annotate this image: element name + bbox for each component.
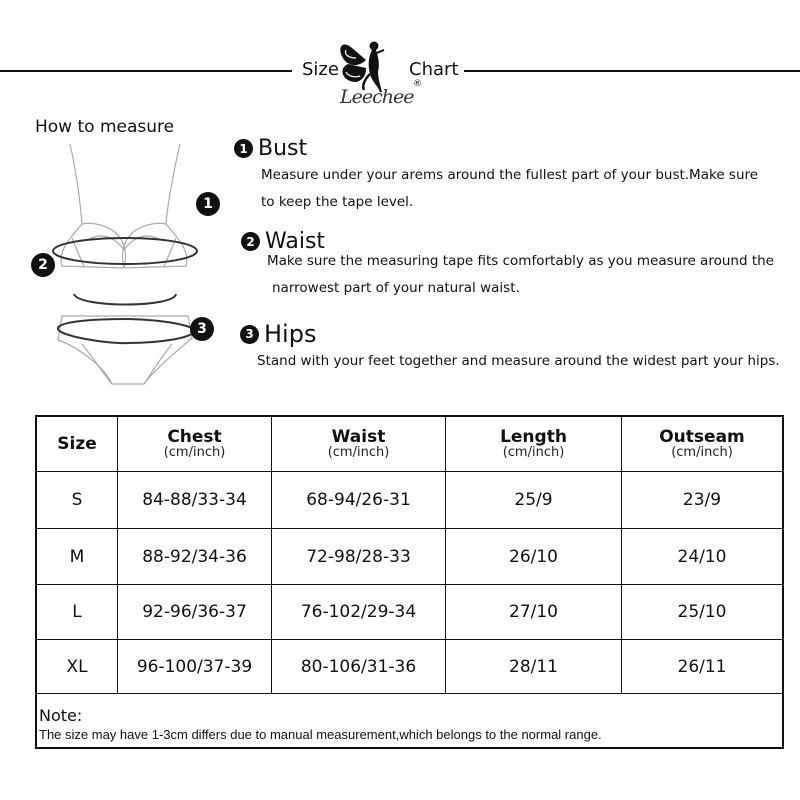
header-chest: Chest (cm/inch) <box>118 417 272 471</box>
cell-waist: 68-94/26-31 <box>272 472 446 528</box>
cell-length: 25/9 <box>446 472 622 528</box>
cell-outseam: 24/10 <box>677 546 727 567</box>
number-2-icon: 2 <box>241 232 260 251</box>
number-1-icon: 1 <box>234 139 253 158</box>
section-waist-text <box>267 248 774 302</box>
section-waist-title: Waist <box>265 229 326 254</box>
cell-waist: 76-102/29-34 <box>272 585 446 639</box>
marker-1-icon: 1 <box>196 192 220 216</box>
cell-chest: 84-88/33-34 <box>118 472 272 528</box>
table-row <box>37 640 782 694</box>
marker-3-icon: 3 <box>190 317 214 341</box>
cell-outseam: 26/11 <box>677 656 727 677</box>
bikini-figure-icon <box>28 140 238 390</box>
section-hips-heading <box>240 320 316 348</box>
header-size: Size <box>37 417 118 471</box>
cell-length: 26/10 <box>446 529 622 584</box>
cell-length: 28/11 <box>446 640 622 693</box>
how-to-measure-label: How to measure <box>35 117 175 137</box>
section-hips-title: Hips <box>264 320 317 348</box>
table-note <box>37 694 782 747</box>
section-bust-line-2: to keep the tape level. <box>261 194 414 210</box>
section-bust-title: Bust <box>258 136 308 161</box>
title-chart: Chart <box>409 59 459 80</box>
cell-chest: 92-96/36-37 <box>118 585 272 639</box>
registered-mark: ® <box>413 79 422 89</box>
cell-outseam: 25/10 <box>677 602 727 622</box>
table-header-row <box>37 417 782 472</box>
header-length: Length (cm/inch) <box>446 417 622 471</box>
section-bust-heading <box>234 136 307 161</box>
cell-chest: 96-100/37-39 <box>118 640 272 693</box>
cell-size: XL <box>37 640 118 693</box>
cell-size: L <box>37 585 118 639</box>
cell-waist: 80-106/31-36 <box>272 640 446 693</box>
cell-size: M <box>37 529 118 584</box>
table-row <box>37 472 782 529</box>
note-text: The size may have 1-3cm differs due to manual measurement,which belongs to the normal range. <box>39 727 602 742</box>
header-waist: Waist (cm/inch) <box>272 417 446 471</box>
section-bust-text <box>261 162 758 216</box>
note-label: Note: <box>39 706 83 725</box>
cell-chest: 88-92/34-36 <box>118 529 272 584</box>
table-row <box>37 585 782 640</box>
section-waist-line-1: Make sure the measuring tape fits comfortably as you measure around the <box>267 253 774 269</box>
cell-size: S <box>37 472 118 528</box>
section-hips-line-1: Stand with your feet together and measure around the widest part your hips. <box>257 353 780 369</box>
header-rule-left <box>0 70 292 72</box>
title-size: Size <box>302 59 339 80</box>
bikini-illustration <box>28 140 238 390</box>
section-waist-line-2: narrowest part of your natural waist. <box>272 280 520 296</box>
header-rule-right <box>464 70 800 72</box>
table-row <box>37 529 782 585</box>
cell-outseam: 23/9 <box>682 490 722 510</box>
size-table <box>35 415 784 749</box>
header-outseam: Outseam (cm/inch) <box>659 427 745 460</box>
cell-length: 27/10 <box>446 585 622 639</box>
brand-name: Leechee <box>340 86 414 108</box>
marker-2-icon: 2 <box>31 253 55 277</box>
cell-waist: 72-98/28-33 <box>272 529 446 584</box>
section-hips-text <box>257 348 780 375</box>
number-3-icon: 3 <box>240 325 259 344</box>
section-bust-line-1: Measure under your arems around the fullest part of your bust.Make sure <box>261 167 759 183</box>
